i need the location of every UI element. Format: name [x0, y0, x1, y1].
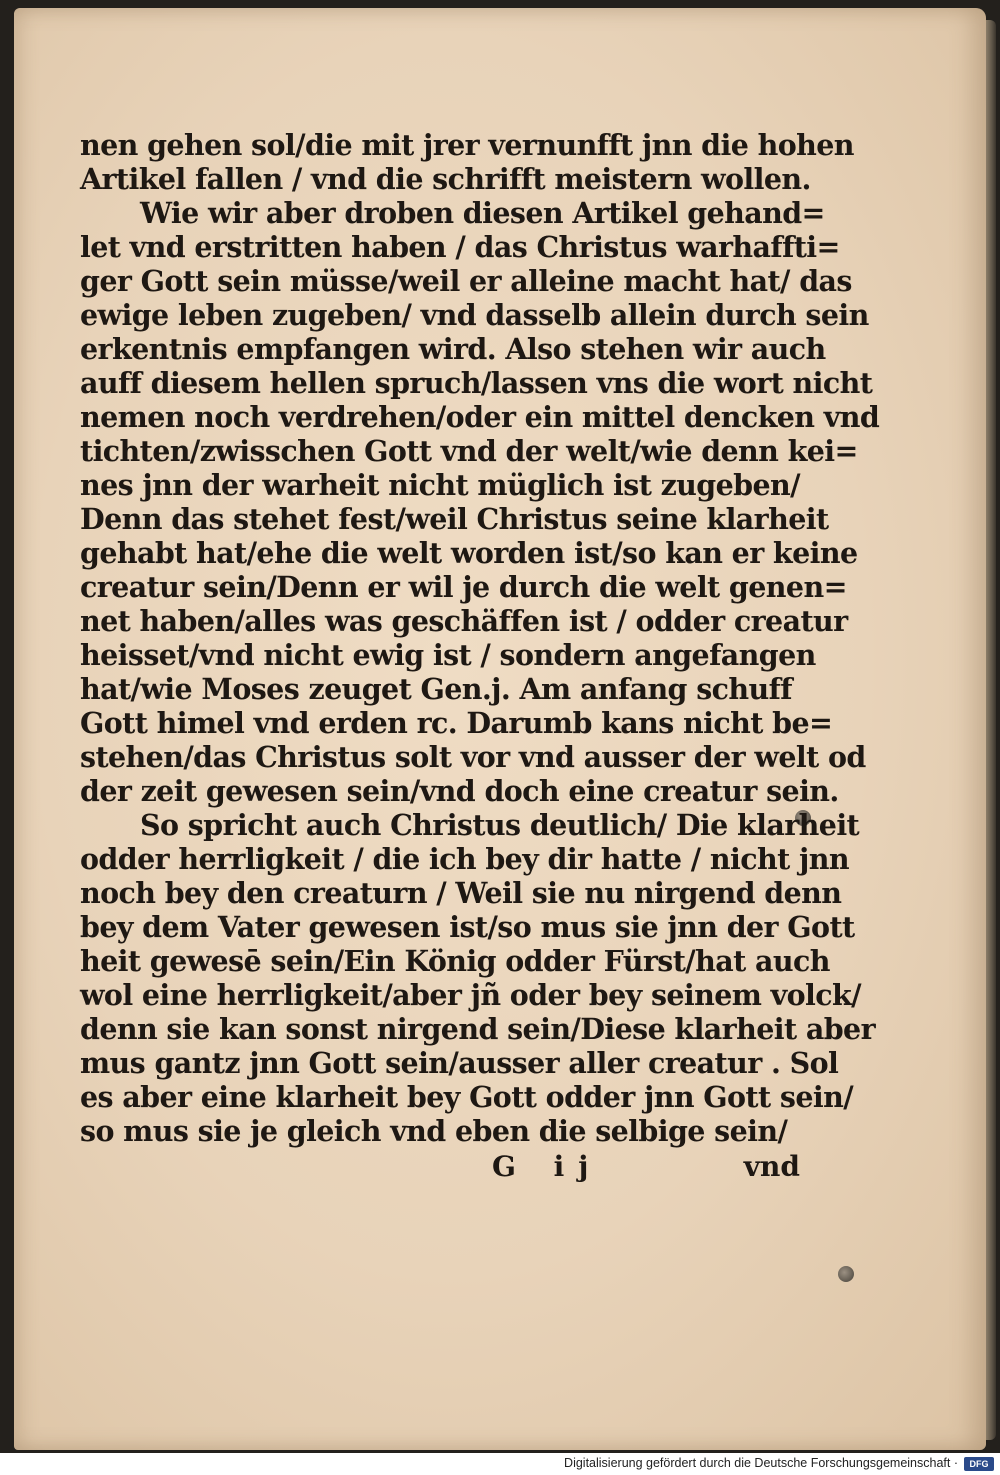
text-line: tichten/zwisschen Gott vnd der welt/wie denn kei= [80, 434, 858, 468]
text-line: ger Gott sein müsse/weil er alleine macht hat/ das [80, 264, 852, 298]
signature-mark: G ij [492, 1150, 603, 1183]
text-line: noch bey den creaturn / Weil sie nu nirgend denn [80, 876, 842, 910]
text-line: Gott himel vnd erden rc. Darumb kans nicht be= [80, 706, 833, 740]
text-line: Wie wir aber droben diesen Artikel gehand= [140, 196, 825, 230]
text-line: let vnd erstritten haben / das Christus warhaffti= [80, 230, 840, 264]
paper-hole [838, 1266, 854, 1282]
text-line: denn sie kan sonst nirgend sein/Diese klarheit aber [80, 1012, 875, 1046]
credit-text: Digitalisierung gefördert durch die Deutsche Forschungsgemeinschaft · [564, 1456, 958, 1470]
text-line: ewige leben zugeben/ vnd dasselb allein durch sein [80, 298, 869, 332]
text-line: So spricht auch Christus deutlich/ Die klarheit [140, 808, 860, 842]
text-line: Artikel fallen / vnd die schrifft meistern wollen. [80, 162, 811, 196]
text-line: net haben/alles was geschäffen ist / odder creatur [80, 604, 848, 638]
text-line: nen gehen sol/die mit jrer vernunfft jnn die hohen [80, 128, 854, 162]
text-line: Denn das stehet fest/weil Christus seine klarheit [80, 502, 829, 536]
text-line: creatur sein/Denn er wil je durch die welt genen= [80, 570, 847, 604]
text-line: heisset/vnd nicht ewig ist / sondern angefangen [80, 638, 816, 672]
text-line: auff diesem hellen spruch/lassen vns die wort nicht [80, 366, 873, 400]
paragraph-2 [80, 808, 875, 1148]
text-line: stehen/das Christus solt vor vnd ausser der welt od [80, 740, 866, 774]
paragraph-1 [80, 128, 880, 808]
text-line: der zeit gewesen sein/vnd doch eine creatur sein. [80, 774, 839, 808]
text-line: mus gantz jnn Gott sein/ausser aller creatur . Sol [80, 1046, 839, 1080]
text-line: nes jnn der warheit nicht müglich ist zugeben/ [80, 468, 800, 502]
text-line: so mus sie je gleich vnd eben die selbige sein/ [80, 1114, 788, 1148]
text-line: es aber eine klarheit bey Gott odder jnn Gott sein/ [80, 1080, 854, 1114]
catchword: vnd [743, 1150, 800, 1183]
text-line: hat/wie Moses zeuget Gen.j. Am anfang schuff [80, 672, 792, 706]
text-line: nemen noch verdrehen/oder ein mittel dencken vnd [80, 400, 880, 434]
text-line: erkentnis empfangen wird. Also stehen wir auch [80, 332, 826, 366]
text-line: bey dem Vater gewesen ist/so mus sie jnn der Gott [80, 910, 855, 944]
credit-bar [0, 1453, 1000, 1475]
dfg-logo: DFG [964, 1457, 994, 1471]
text-line: wol eine herrligkeit/aber jñ oder bey seinem volck/ [80, 978, 861, 1012]
page-footer [80, 1150, 800, 1186]
page-edge [986, 20, 996, 1440]
text-line: heit gewesē sein/Ein König odder Fürst/hat auch [80, 944, 830, 978]
text-line: odder herrligkeit / die ich bey dir hatte / nicht jnn [80, 842, 849, 876]
text-line: gehabt hat/ehe die welt worden ist/so kan er keine [80, 536, 858, 570]
